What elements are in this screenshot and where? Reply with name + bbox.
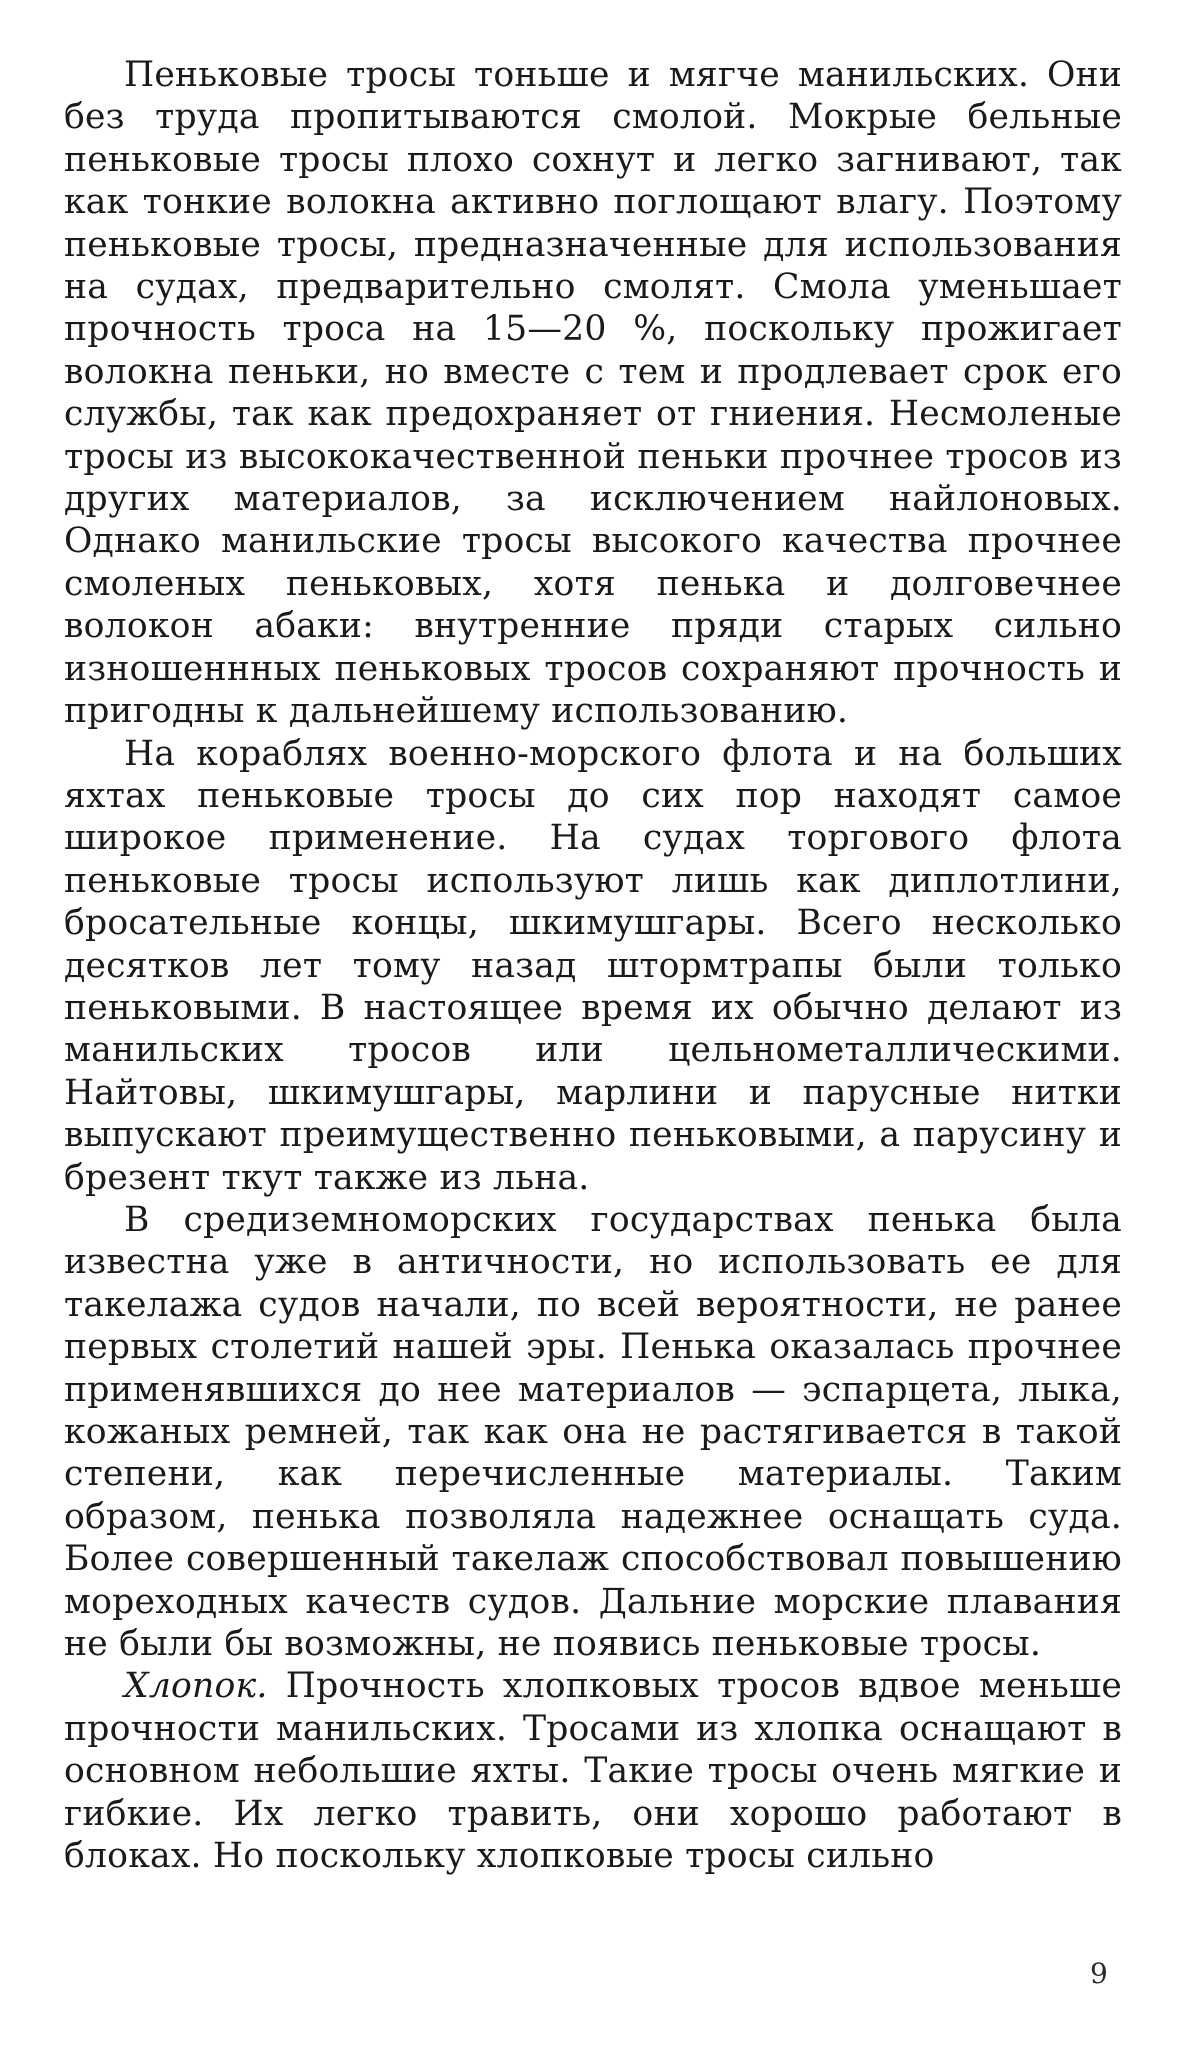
page-number: 9 [1090,1957,1108,1990]
paragraph-hemp-history: В средиземноморских государствах пенька была известна уже в античности, но использовать ее для такелажа судов начали, по всей вероятности, не ранее первых столетий нашей эры. Пенька оказалась прочнее применявшихся до нее материалов — эспарцета, лыка, кожаных ремней, так как она не растягивается в такой степени, как перечисленные материалы. Таким образом, пенька позволяла надежнее оснащать суда. Более совершенный такелаж способствовал повышению мореходных качеств судов. Дальние морские плавания не были бы возможны, не появись пеньковые тросы. [64,1199,1122,1665]
paragraph-cotton-text: Прочность хлопковых тросов вдвое меньше прочности манильских. Тросами из хлопка оснащают в основном небольшие яхты. Такие тросы очень мягкие и гибкие. Их легко травить, они хорошо работают в блоках. Но поскольку хлопковые тросы сильно [64,1666,1122,1877]
section-lead-cotton: Хлопок. [124,1666,268,1707]
paragraph-hemp-usage: На кораблях военно-морского флота и на больших яхтах пеньковые тросы до сих пор находят самое широкое применение. На судах торгового флота пеньковые тросы используют лишь как диплотлини, бросательные концы, шкимушгары. Всего несколько десятков лет тому назад штормтрапы были только пеньковыми. В настоящее время их обычно делают из манильских тросов или цельнометаллическими. Найтовы, шкимушгары, марлини и парусные нитки выпускают преимущественно пеньковыми, а парусину и брезент ткут также из льна. [64,733,1122,1198]
paragraph-cotton [64,1665,1122,1877]
page-body [64,54,1122,1877]
paragraph-hemp-properties: Пеньковые тросы тоньше и мягче манильских. Они без труда пропитываются смолой. Мокрые бельные пеньковые тросы плохо сохнут и легко загнивают, так как тонкие волокна активно поглощают влагу. Поэтому пеньковые тросы, предназначенные для использования на судах, предварительно смолят. Смола уменьшает прочность троса на 15—20 %, поскольку прожигает волокна пеньки, но вместе с тем и продлевает срок его службы, так как предохраняет от гниения. Несмоленые тросы из высококачественной пеньки прочнее тросов из других материалов, за исключением найлоновых. Однако манильские тросы высокого качества прочнее смоленых пеньковых, хотя пенька и долговечнее волокон абаки: внутренние пряди старых сильно изношеннных пеньковых тросов сохраняют прочность и пригодны к дальнейшему использованию. [64,55,1122,732]
